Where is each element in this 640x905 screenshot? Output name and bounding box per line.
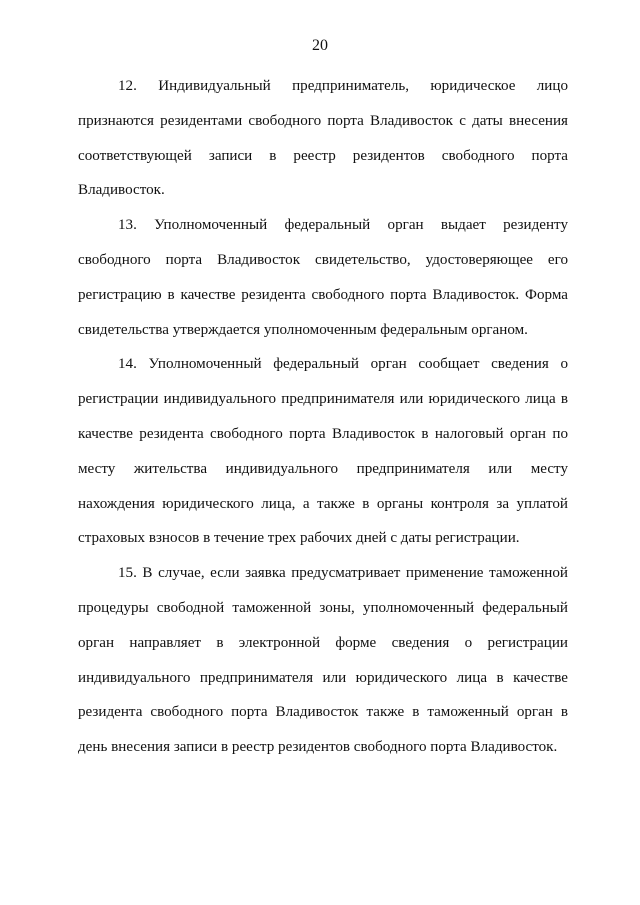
paragraph-line: регистрацию в качестве резидента свободного порта Владивосток. Форма (78, 286, 568, 303)
paragraph-line: 15. В случае, если заявка предусматривает применение таможенной (118, 565, 568, 582)
paragraph-item-12 (78, 69, 568, 208)
paragraph-line: страховых взносов в течение трех рабочих дней с даты регистрации. (78, 530, 520, 547)
paragraph-line: признаются резидентами свободного порта Владивосток с даты внесения (78, 112, 568, 129)
document-body (78, 69, 568, 765)
paragraph-line: резидента свободного порта Владивосток также в таможенный орган в (78, 704, 568, 721)
paragraph-line: Владивосток. (78, 182, 165, 199)
paragraph-line: орган направляет в электронной форме сведения о регистрации (78, 634, 568, 651)
page-number: 20 (312, 37, 328, 54)
paragraph-line: соответствующей записи в реестр резидентов свободного порта (78, 147, 568, 164)
paragraph-line: индивидуального предпринимателя или юридического лица в качестве (78, 669, 568, 686)
paragraph-line: качестве резидента свободного порта Владивосток в налоговый орган по (78, 425, 568, 442)
paragraph-item-13 (78, 208, 568, 347)
paragraph-line: 13. Уполномоченный федеральный орган выдает резиденту (118, 217, 568, 234)
paragraph-line: свободного порта Владивосток свидетельство, удостоверяющее его (78, 251, 568, 268)
paragraph-line: свидетельства утверждается уполномоченным федеральным органом. (78, 321, 528, 338)
paragraph-line: нахождения юридического лица, а также в органы контроля за уплатой (78, 495, 568, 512)
paragraph-item-15 (78, 556, 568, 765)
paragraph-line: регистрации индивидуального предпринимателя или юридического лица в (78, 391, 568, 408)
paragraph-line: процедуры свободной таможенной зоны, уполномоченный федеральный (78, 599, 568, 616)
paragraph-line: день внесения записи в реестр резидентов свободного порта Владивосток. (78, 739, 558, 756)
paragraph-line: 14. Уполномоченный федеральный орган сообщает сведения о (118, 356, 568, 373)
paragraph-line: 12. Индивидуальный предприниматель, юридическое лицо (118, 78, 568, 94)
paragraph-line: месту жительства индивидуального предпринимателя или месту (78, 460, 568, 477)
paragraph-item-14 (78, 347, 568, 556)
